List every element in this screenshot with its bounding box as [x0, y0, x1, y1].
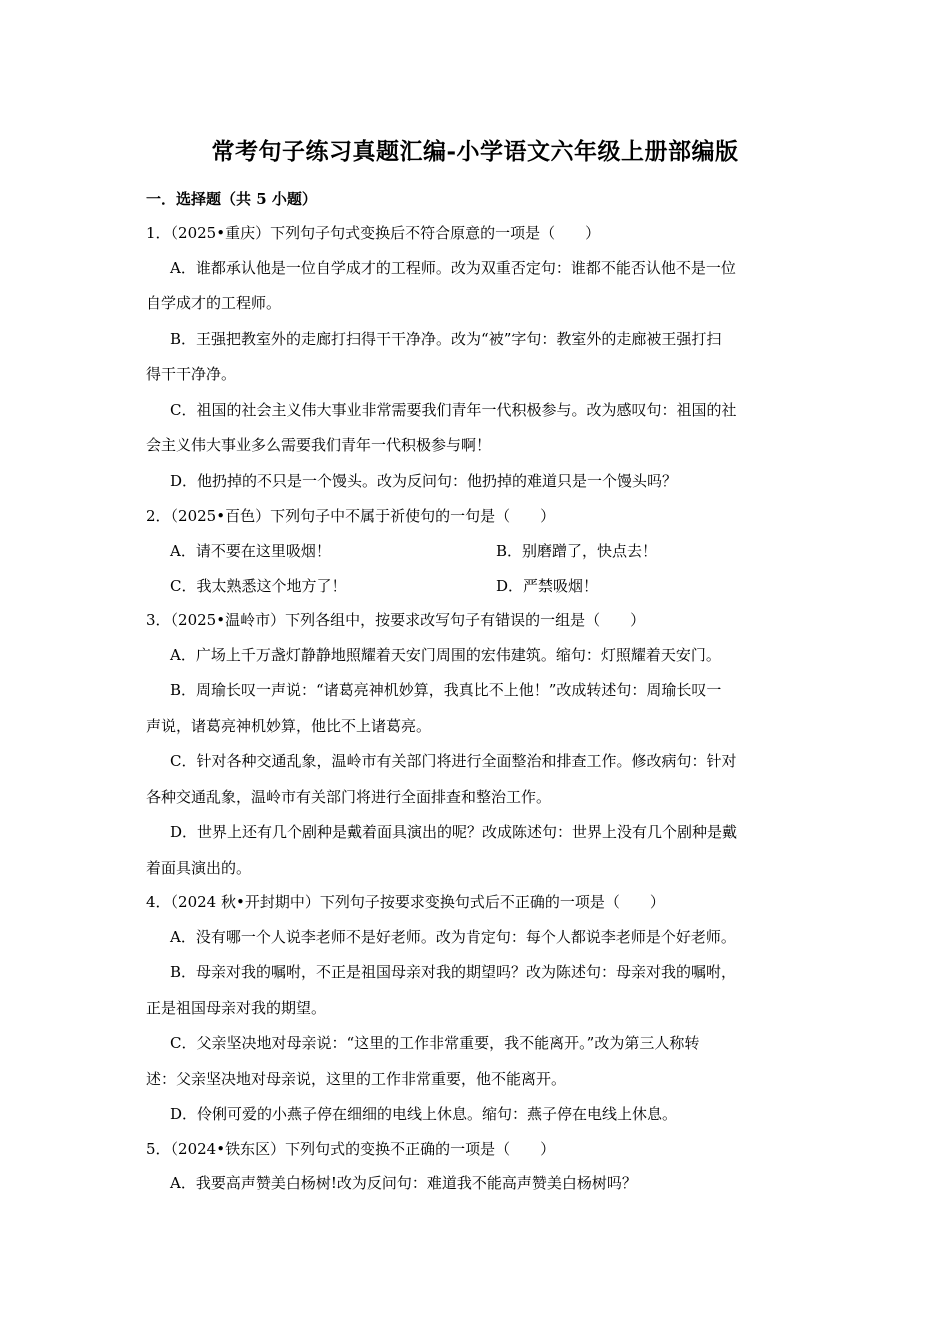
question-1-option-b: B．王强把教室外的走廊打扫得干干净净。改为“被”字句：教室外的走廊被王强打扫: [170, 330, 722, 348]
question-3-option-d-cont: 着面具演出的。: [146, 859, 252, 877]
question-5-option-a: A．我要高声赞美白杨树!改为反问句：难道我不能高声赞美白杨树吗？: [170, 1174, 637, 1192]
question-2-option-c: C．我太熟悉这个地方了！: [170, 577, 347, 595]
question-1-stem: 1．（2025•重庆）下列句子句式变换后不符合原意的一项是（ ）: [146, 224, 601, 242]
question-3-option-b-cont: 声说，诸葛亮神机妙算，他比不上诸葛亮。: [146, 717, 432, 735]
question-5-stem: 5．（2024•铁东区）下列句式的变换不正确的一项是（ ）: [146, 1140, 556, 1158]
question-1-option-c: C．祖国的社会主义伟大事业非常需要我们青年一代积极参与。改为感叹句：祖国的社: [170, 401, 737, 419]
question-1-option-c-cont: 会主义伟大事业多么需要我们青年一代积极参与啊！: [146, 436, 492, 454]
question-2-option-a: A．请不要在这里吸烟！: [170, 542, 331, 560]
question-1-option-b-cont: 得干干净净。: [146, 365, 237, 383]
question-1-option-a: A．谁都承认他是一位自学成才的工程师。改为双重否定句：谁都不能否认他不是一位: [170, 259, 736, 277]
question-4-option-a: A．没有哪一个人说李老师不是好老师。改为肯定句：每个人都说李老师是个好老师。: [170, 928, 736, 946]
question-4-option-b-cont: 正是祖国母亲对我的期望。: [146, 999, 327, 1017]
section-heading: 一．选择题（共 5 小题）: [146, 190, 317, 208]
question-3-option-a: A．广场上千万盏灯静静地照耀着天安门周围的宏伟建筑。缩句：灯照耀着天安门。: [170, 646, 721, 664]
page-title: 常考句子练习真题汇编-小学语文六年级上册部编版: [211, 138, 739, 165]
question-3-option-c: C．针对各种交通乱象，温岭市有关部门将进行全面整治和排查工作。修改病句：针对: [170, 752, 737, 770]
question-2-stem: 2．（2025•百色）下列句子中不属于祈使句的一句是（ ）: [146, 507, 556, 525]
question-4-option-d: D．伶俐可爱的小燕子停在细细的电线上休息。缩句：燕子停在电线上休息。: [170, 1105, 678, 1123]
question-1-option-d: D．他扔掉的不只是一个馒头。改为反问句：他扔掉的难道只是一个馒头吗？: [170, 472, 678, 490]
question-1-option-a-cont: 自学成才的工程师。: [146, 294, 282, 312]
question-2-option-b: B．别磨蹭了，快点去！: [496, 542, 658, 560]
question-4-option-c-cont: 述：父亲坚决地对母亲说，这里的工作非常重要，他不能离开。: [146, 1070, 567, 1088]
question-3-option-c-cont: 各种交通乱象，温岭市有关部门将进行全面排查和整治工作。: [146, 788, 552, 806]
question-3-option-d: D．世界上还有几个剧种是戴着面具演出的呢？改成陈述句：世界上没有几个剧种是戴: [170, 823, 738, 841]
question-3-stem: 3．（2025•温岭市）下列各组中，按要求改写句子有错误的一组是（ ）: [146, 611, 646, 629]
question-3-option-b: B．周瑜长叹一声说：“诸葛亮神机妙算，我真比不上他！”改成转述句：周瑜长叹一: [170, 681, 722, 699]
question-4-option-c: C．父亲坚决地对母亲说：“这里的工作非常重要，我不能离开。”改为第三人称转: [170, 1034, 700, 1052]
question-4-stem: 4．（2024 秋•开封期中）下列句子按要求变换句式后不正确的一项是（ ）: [146, 893, 665, 911]
question-4-option-b: B．母亲对我的嘱咐，不正是祖国母亲对我的期望吗？改为陈述句：母亲对我的嘱咐，: [170, 963, 737, 981]
question-2-option-d: D．严禁吸烟！: [496, 577, 599, 595]
